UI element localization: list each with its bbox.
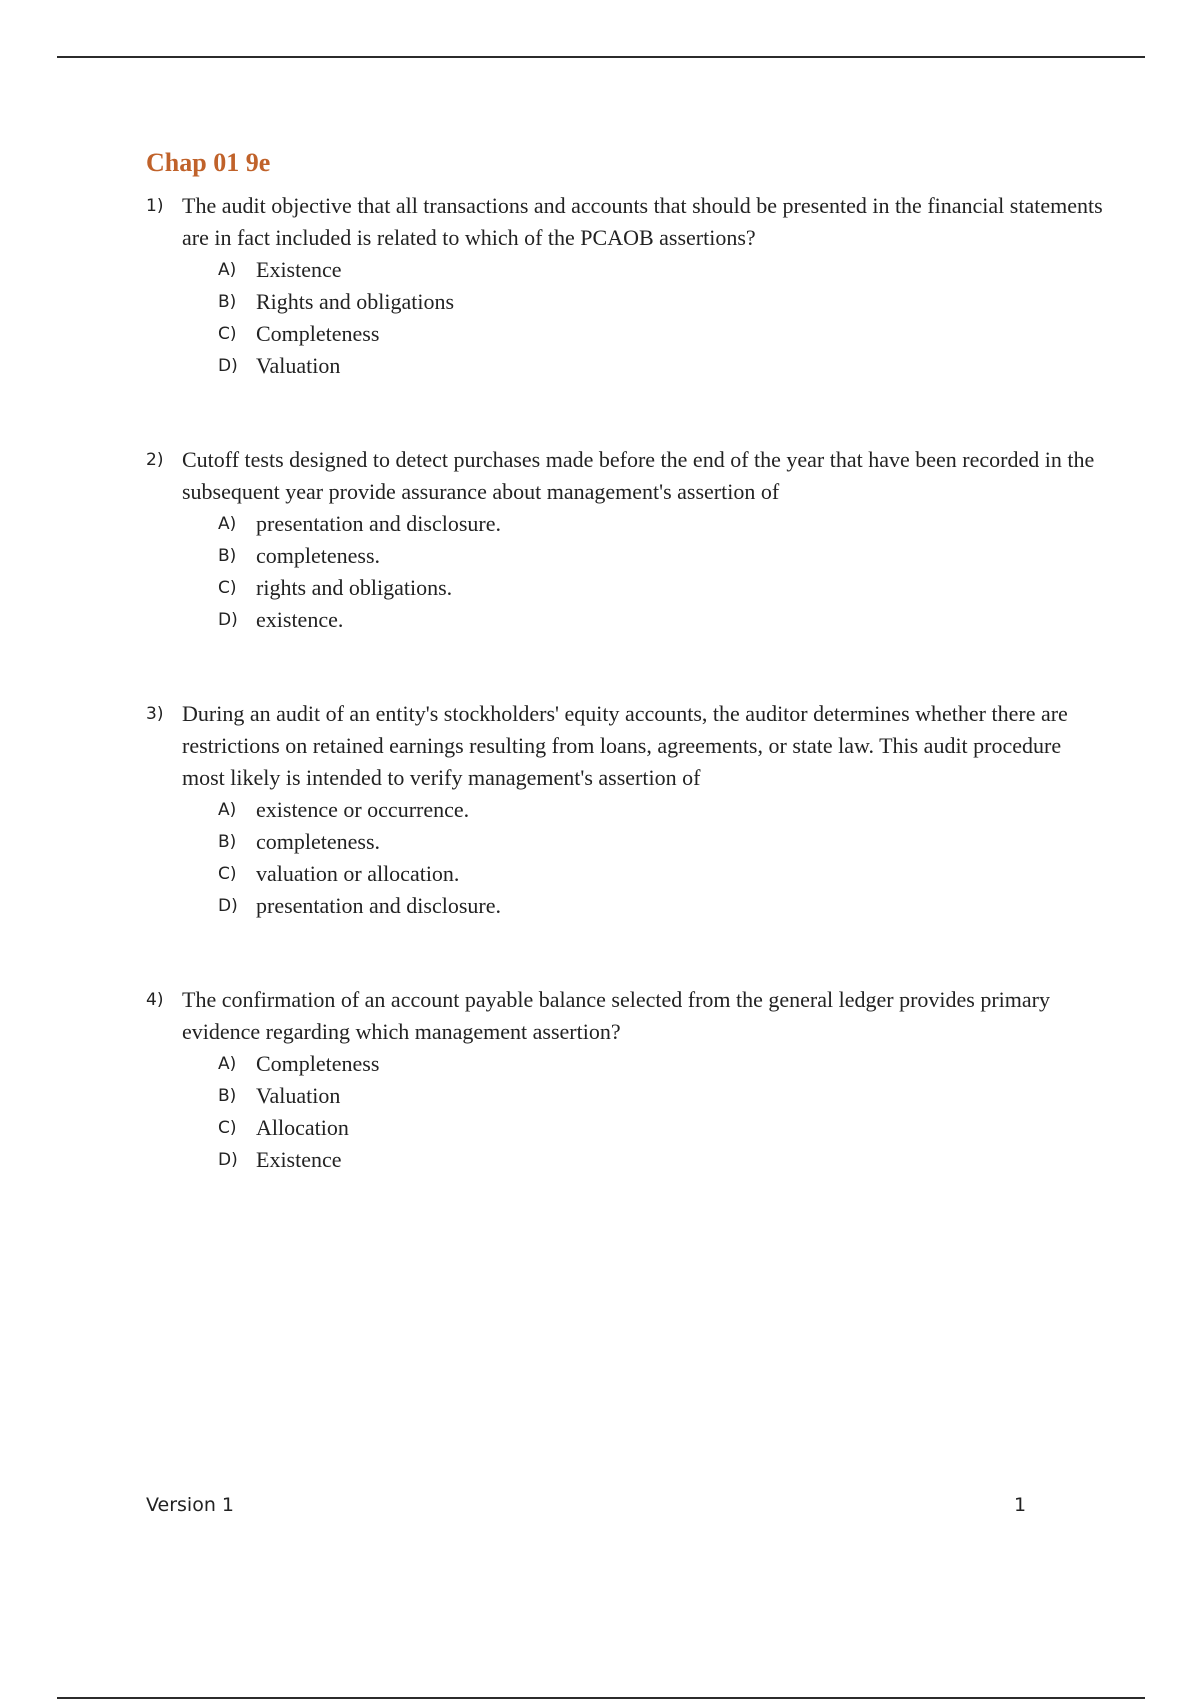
question-text: The audit objective that all transactions and accounts that should be presented in the financial statements are in fact included is related to which of the PCAOB assertions?: [182, 193, 1103, 250]
question-4: [146, 984, 1106, 1176]
top-rule: [57, 56, 1145, 58]
question-number: 2): [146, 450, 164, 470]
choice-letter: B): [218, 832, 237, 852]
choice-letter: B): [218, 292, 237, 312]
choice-letter: C): [218, 864, 237, 884]
choice-text: existence or occurrence.: [256, 797, 470, 822]
question-2: [146, 444, 1106, 636]
choice-text: rights and obligations.: [256, 575, 453, 600]
choice-list: [218, 254, 1106, 382]
question-text: During an audit of an entity's stockholders' equity accounts, the auditor determines whether there are restrictions on retained earnings resulting from loans, agreements, or state law. This audit procedure most likely is intended to verify management's assertion of: [182, 701, 1068, 790]
footer-page-number: 1: [1014, 1494, 1027, 1516]
choice-item: [218, 1112, 1106, 1144]
choice-letter: D): [218, 610, 238, 630]
choice-text: Allocation: [256, 1115, 349, 1140]
choice-letter: D): [218, 1150, 238, 1170]
choice-item: [218, 604, 1106, 636]
bottom-rule: [57, 1697, 1145, 1699]
question-text: Cutoff tests designed to detect purchases made before the end of the year that have been recorded in the subsequent year provide assurance about management's assertion of: [182, 447, 1095, 504]
choice-item: [218, 890, 1106, 922]
choice-item: [218, 350, 1106, 382]
choice-text: completeness.: [256, 543, 381, 568]
choice-item: [218, 1080, 1106, 1112]
choice-list: [218, 1048, 1106, 1176]
choice-item: [218, 572, 1106, 604]
choice-letter: A): [218, 1054, 237, 1074]
choice-item: [218, 1048, 1106, 1080]
choice-list: [218, 794, 1106, 922]
choice-letter: A): [218, 260, 237, 280]
choice-item: [218, 254, 1106, 286]
question-number: 1): [146, 196, 164, 216]
chapter-title: Chap 01 9e: [146, 148, 271, 177]
choice-text: Valuation: [256, 1083, 341, 1108]
choice-text: existence.: [256, 607, 344, 632]
document-body: [146, 146, 1106, 1238]
choice-item: [218, 286, 1106, 318]
choice-letter: D): [218, 356, 238, 376]
question-1: [146, 190, 1106, 382]
choice-item: [218, 540, 1106, 572]
footer-version: Version 1: [146, 1494, 234, 1516]
choice-text: Existence: [256, 1147, 342, 1172]
choice-letter: A): [218, 514, 237, 534]
choice-letter: A): [218, 800, 237, 820]
choice-text: valuation or allocation.: [256, 861, 460, 886]
question-number: 3): [146, 704, 164, 724]
question-3: [146, 698, 1106, 922]
question-number: 4): [146, 990, 164, 1010]
choice-letter: D): [218, 896, 238, 916]
choice-text: presentation and disclosure.: [256, 893, 501, 918]
choice-letter: C): [218, 1118, 237, 1138]
question-text: The confirmation of an account payable balance selected from the general ledger provides primary evidence regarding which management assertion?: [182, 987, 1051, 1044]
choice-item: [218, 1144, 1106, 1176]
choice-text: presentation and disclosure.: [256, 511, 501, 536]
choice-text: Completeness: [256, 321, 380, 346]
choice-text: Rights and obligations: [256, 289, 454, 314]
choice-letter: C): [218, 578, 237, 598]
choice-letter: B): [218, 546, 237, 566]
choice-text: Existence: [256, 257, 342, 282]
choice-letter: B): [218, 1086, 237, 1106]
choice-text: Valuation: [256, 353, 341, 378]
choice-text: Completeness: [256, 1051, 380, 1076]
choice-letter: C): [218, 324, 237, 344]
choice-list: [218, 508, 1106, 636]
choice-text: completeness.: [256, 829, 381, 854]
choice-item: [218, 794, 1106, 826]
choice-item: [218, 858, 1106, 890]
choice-item: [218, 318, 1106, 350]
choice-item: [218, 508, 1106, 540]
choice-item: [218, 826, 1106, 858]
